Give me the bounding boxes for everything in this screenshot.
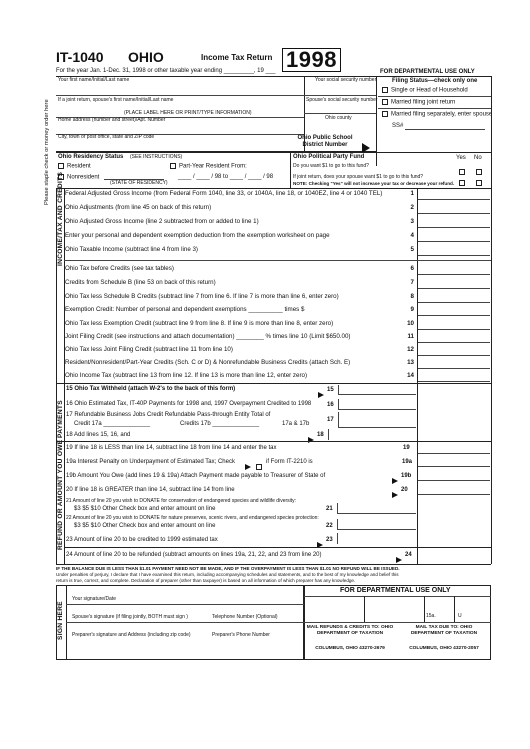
party-fund-q2: If joint return, does your spouse want $1 to go to this fund? xyxy=(293,174,424,180)
line-3-num: 3 xyxy=(410,218,414,225)
line-17ab-text: 17a & 17b xyxy=(282,421,310,427)
line-12-text: Ohio Tax less Joint Filing Credit (subtract line 11 from line 10) xyxy=(65,346,233,353)
party-fund-no-label: No xyxy=(474,155,482,161)
line-17-text: 17 Refundable Business Jobs Credit Refundable Pass-through Entity Total of xyxy=(66,412,271,418)
your-signature-field[interactable] xyxy=(70,588,300,596)
line-21-field[interactable] xyxy=(337,503,416,514)
filing-status-separate-label: Married filing separately, enter spouse xyxy=(391,111,493,118)
line-21-options[interactable]: $3 $5 $10 Other Check box and enter amount on line xyxy=(74,506,216,512)
line-7-text: Credits from Schedule B (line 53 on back of this return) xyxy=(65,279,216,286)
line-19-num: 19 xyxy=(403,445,410,451)
first-name-field[interactable] xyxy=(58,84,302,94)
your-signature-label: Your signature/Date xyxy=(72,596,117,602)
staple-note: Please staple check or money order here xyxy=(44,99,50,205)
mail-refunds-text: MAIL REFUNDS & CREDITS TO: OHIO DEPARTMENT OF TAXATION xyxy=(306,625,394,637)
your-ssn-field[interactable] xyxy=(306,84,374,94)
filing-status-joint[interactable] xyxy=(382,99,455,107)
checkbox[interactable] xyxy=(459,180,465,186)
party-fund-yes-label: Yes xyxy=(456,155,466,161)
line-14-num: 14 xyxy=(407,372,414,379)
line-20-field[interactable] xyxy=(418,484,490,495)
arrow-right-icon xyxy=(245,464,251,470)
filing-status-title: Filing Status—check only one xyxy=(392,78,478,84)
line-15-arrow xyxy=(318,386,324,404)
filing-status-single-label: Single or Head of Household xyxy=(391,87,468,94)
address-field[interactable] xyxy=(58,124,302,134)
box-15a-label: 15a. xyxy=(426,613,436,619)
line-19a-field[interactable] xyxy=(418,456,490,467)
party-fund-title: Ohio Political Party Fund xyxy=(293,154,365,160)
resident-option[interactable] xyxy=(58,163,91,171)
arrow-right-icon xyxy=(396,557,402,563)
line-6-text: Ohio Tax before Credits (see tax tables) xyxy=(65,265,174,272)
line-4-field[interactable] xyxy=(418,231,490,242)
line-12-num: 12 xyxy=(407,346,414,353)
tax-period: For the year Jan. 1-Dec. 31, 1998 or other taxable year ending _________, 19 ___ xyxy=(56,68,276,74)
preparer-signature-field[interactable] xyxy=(70,624,200,632)
your-ssn-label: Your social security number xyxy=(315,77,377,83)
state-of-residency-label: (STATE OF RESIDENCY) xyxy=(110,180,168,186)
line-5-text: Ohio Taxable Income (subtract line 4 from line 3) xyxy=(65,246,198,253)
spouse-ss-label: SS# xyxy=(392,123,404,129)
line-7-field[interactable] xyxy=(418,278,490,289)
line-22-text: 22 Amount of line 20 you wish to DONATE for nature preserves, scenic rivers, and endangered species protection: xyxy=(66,515,319,521)
line-22-num: 22 xyxy=(326,523,333,529)
mail-tax-text: MAIL TAX DUE TO: OHIO DEPARTMENT OF TAXATION xyxy=(410,625,478,637)
line-1-text: Federal Adjusted Gross Income (from Federal Form 1040, line 33, or 1040A, line 18, or 1040EZ, line 4 or 1040 TEL) xyxy=(65,190,383,197)
residency-title: Ohio Residency Status xyxy=(58,154,124,160)
county-field[interactable] xyxy=(306,122,374,132)
line-10-text: Ohio Tax less Exemption Credit (subtract line 9 from line 8. If line 9 is more than line 8, enter zero) xyxy=(65,320,334,327)
checkbox[interactable] xyxy=(382,111,388,117)
line-16-field[interactable] xyxy=(338,399,416,410)
line-6-num: 6 xyxy=(410,265,414,272)
line-18-arrow xyxy=(308,431,314,449)
part-year-label: Part-Year Resident From: xyxy=(179,163,247,170)
line-9-text: Exemption Credit: Number of personal and dependent exemptions __________ times $ xyxy=(65,306,305,313)
line-24-text: 24 Amount of line 20 to be refunded (subtract amounts on lines 19a, 21, 22, and 23 from line 20) xyxy=(66,552,322,558)
line-13-text: Resident/Nonresident/Part-Year Credits (Sch. C or D) & Nonrefundable Business Credits (attach Sch. E) xyxy=(65,359,351,366)
sign-here-label: SIGN HERE xyxy=(57,601,64,640)
line-15-num: 15 xyxy=(327,387,334,393)
line-2-text: Ohio Adjustments (from line 45 on back of this return) xyxy=(65,204,212,211)
line-4-text: Enter your personal and dependent exemption deduction from the exemption worksheet on page xyxy=(65,232,330,239)
state-name: OHIO xyxy=(128,49,164,65)
mail-refunds-address: COLUMBUS, OHIO 43270-2679 xyxy=(315,646,385,651)
line-16-text: 16 Ohio Estimated Tax, IT-40P Payments for 1998 and, 1997 Overpayment Credited to 1998 xyxy=(66,401,312,407)
line-11-text: Joint Filing Credit (see instructions and attach documentation) ________ % times line 10 (Limit $650.00) xyxy=(65,333,351,340)
arrow-right-icon xyxy=(392,478,398,484)
mail-tax-address: COLUMBUS, OHIO 43270-2057 xyxy=(409,646,479,651)
line-17-num: 17 xyxy=(327,417,334,423)
filing-status-single[interactable] xyxy=(382,87,468,95)
line-14-text: Ohio Income Tax (subtract line 13 from line 12. If line 13 is more than line 12, enter zero) xyxy=(65,372,308,379)
resident-label: Resident xyxy=(67,163,91,170)
income-tax-credits-label: INCOME/TAX AND CREDITS xyxy=(57,171,64,266)
spouse-ss-field[interactable] xyxy=(405,121,485,130)
line-1-num: 1 xyxy=(410,190,414,197)
line-22-field[interactable] xyxy=(337,519,416,530)
line-4-num: 4 xyxy=(410,232,414,239)
line-20-arrow xyxy=(392,486,398,504)
line-18-num: 18 xyxy=(317,432,324,438)
line-6-field[interactable] xyxy=(418,264,490,275)
line-3-text: Ohio Adjusted Gross Income (line 2 subtracted from or added to line 1) xyxy=(65,218,259,225)
line-14-field[interactable] xyxy=(418,371,490,382)
city-field[interactable] xyxy=(58,141,288,150)
preparer-phone-label: Preparer's Phone Number xyxy=(212,632,270,638)
party-fund-note: NOTE: Checking "Yes" will not increase your tax or decrease your refund. xyxy=(293,181,455,186)
refund-owe-label: REFUND OR AMOUNT YOU OWE xyxy=(57,439,64,550)
form-id: IT-1040 xyxy=(56,49,104,65)
line-19-text: 19 If line 18 is LESS than line 14, subtract line 18 from line 14 and enter the tax xyxy=(66,445,277,451)
line-8-text: Ohio Tax less Schedule B Credits (subtract line 7 from line 6. If line 7 is more than line 6, enter zero) xyxy=(65,293,339,300)
checkbox[interactable] xyxy=(476,180,482,186)
first-name-label: Your first name/Initial/Last name xyxy=(58,77,130,83)
line-13-num: 13 xyxy=(407,359,414,366)
dept-use-bottom: FOR DEPARTMENTAL USE ONLY xyxy=(340,587,451,594)
party-fund-q1: Do you want $1 to go to this fund? xyxy=(293,163,369,169)
spouse-signature-label: Spouse's signature (if filing jointly, BOTH must sign ) xyxy=(72,614,188,620)
line-3-field[interactable] xyxy=(418,217,490,228)
footer-note-3: return is true, correct, and complete. Declaration of preparer (other than taxpayer) is based on all information of which preparer has any knowledge. xyxy=(56,578,356,583)
line-20-text: 20 If line 18 is GREATER than line 14, subtract line 14 from line xyxy=(66,487,235,493)
line-7-num: 7 xyxy=(410,279,414,286)
tax-year: 1998 xyxy=(282,48,341,72)
line-24-field[interactable] xyxy=(418,549,490,561)
dept-use-top: FOR DEPARTMENTAL USE ONLY xyxy=(380,69,475,75)
footer-note-1: IF THE BALANCE DUE IS LESS THAN $1.01 PAYMENT NEED NOT BE MADE, AND IF THE OVERPAYMENT IS LESS THAN $1.01 NO REFUND WILL BE ISSUED. xyxy=(56,566,400,571)
line-19b-num: 19b xyxy=(401,473,412,479)
state-of-residency-field[interactable] xyxy=(104,173,164,180)
line-23-text: 23 Amount of line 20 to be credited to 1999 estimated tax xyxy=(66,537,218,543)
checkbox[interactable] xyxy=(170,163,176,169)
nonresident-label: Nonresident xyxy=(67,174,100,181)
city-label: City, town or post office, state and ZIP code xyxy=(58,134,155,140)
payments-label: PAYMENTS xyxy=(57,400,64,438)
line-10-num: 10 xyxy=(407,320,414,327)
checkbox[interactable] xyxy=(256,464,262,470)
line-11-num: 11 xyxy=(407,333,414,340)
line-1-field[interactable] xyxy=(418,189,490,200)
line-23-num: 23 xyxy=(326,537,333,543)
line-16-num: 16 xyxy=(327,402,334,408)
line-9-num: 9 xyxy=(410,306,414,313)
spouse-name-label: If a joint return, spouse's first name/Initial/Last name xyxy=(58,97,174,103)
spouse-ssn-label: Spouse's social security number xyxy=(306,97,378,103)
footer-note-2: Under penalties of perjury, I declare that I have examined this return, including accompanying schedules and statements, and to the best of my knowledge and belief this xyxy=(56,572,399,577)
line-8-num: 8 xyxy=(410,293,414,300)
box-u-label: U xyxy=(458,613,462,619)
part-year-option[interactable] xyxy=(170,163,247,171)
line-17a-text[interactable]: Credit 17a ______________ xyxy=(74,421,151,427)
line-13-field[interactable] xyxy=(418,358,490,369)
arrow-right-icon xyxy=(392,492,398,498)
line-2-num: 2 xyxy=(410,204,414,211)
filing-status-joint-label: Married filing joint return xyxy=(391,99,456,106)
checkbox[interactable] xyxy=(382,99,388,105)
line-20-num: 20 xyxy=(401,487,408,493)
form-title: Income Tax Return xyxy=(201,53,273,62)
filing-status-separate[interactable] xyxy=(382,111,492,119)
arrow-right-icon xyxy=(318,392,324,398)
checkbox[interactable] xyxy=(382,87,388,93)
preparer-label: Preparer's signature and Address (including zip code) xyxy=(72,632,191,638)
line-2-field[interactable] xyxy=(418,203,490,214)
line-10-field[interactable] xyxy=(418,319,490,330)
place-label-text: (PLACE LABEL HERE OR PRINT/TYPE INFORMATION) xyxy=(124,110,252,116)
line-19a-text: 19a Interest Penalty on Underpayment of Estimated Tax; Check xyxy=(66,459,235,465)
line-19b-text: 19b Amount You Owe (add lines 19 & 19a) Attach Payment made payable to Treasurer of State of xyxy=(66,473,326,479)
nonresident-option[interactable] xyxy=(58,174,99,182)
line-17-field[interactable] xyxy=(338,412,416,428)
address-label: Home address (number and street)/Apt. Number xyxy=(58,117,166,123)
line-21-text: 21 Amount of line 20 you wish to DONATE for conservation of endangered species and wildlife diversity: xyxy=(66,498,297,504)
checkbox[interactable] xyxy=(58,163,64,169)
line-19a-form-text: if Form IT-2210 is xyxy=(266,459,313,465)
line-5-field[interactable] xyxy=(418,245,490,256)
line-18-text: 18 Add lines 15, 16, and xyxy=(66,432,131,438)
line-5-num: 5 xyxy=(410,246,414,253)
residency-note: (SEE INSTRUCTIONS) xyxy=(130,154,183,160)
line-23-field[interactable] xyxy=(337,533,416,544)
county-label: Ohio county xyxy=(325,115,352,121)
line-12-field[interactable] xyxy=(418,345,490,356)
line-19a-num: 19a xyxy=(402,459,413,465)
line-9-field[interactable] xyxy=(418,305,490,316)
line-19b-field[interactable] xyxy=(418,470,490,481)
line-8-field[interactable] xyxy=(418,292,490,303)
spouse-signature-field[interactable] xyxy=(70,606,200,614)
line-21-num: 21 xyxy=(326,506,333,512)
part-year-dates[interactable]: ____ / ____ / 98 to ____ / ____ / 98 xyxy=(178,174,274,180)
line-22-options[interactable]: $3 $5 $10 Other Check box and enter amount on line xyxy=(74,523,216,529)
section-divider xyxy=(64,260,491,261)
line-15-text: 15 Ohio Tax Withheld (attach W-2's to the back of this form) xyxy=(66,386,236,392)
line-11-field[interactable] xyxy=(418,332,490,343)
line-17b-text[interactable]: Credits 17b ______________ xyxy=(180,421,260,427)
line-24-num: 24 xyxy=(405,552,412,558)
line-18-field[interactable] xyxy=(328,429,416,440)
phone-label: Telephone Number (Optional) xyxy=(212,614,278,620)
school-district-label: Ohio Public School District Number xyxy=(297,135,353,149)
line-19-field[interactable] xyxy=(418,443,490,454)
line-15-field[interactable] xyxy=(338,385,416,395)
